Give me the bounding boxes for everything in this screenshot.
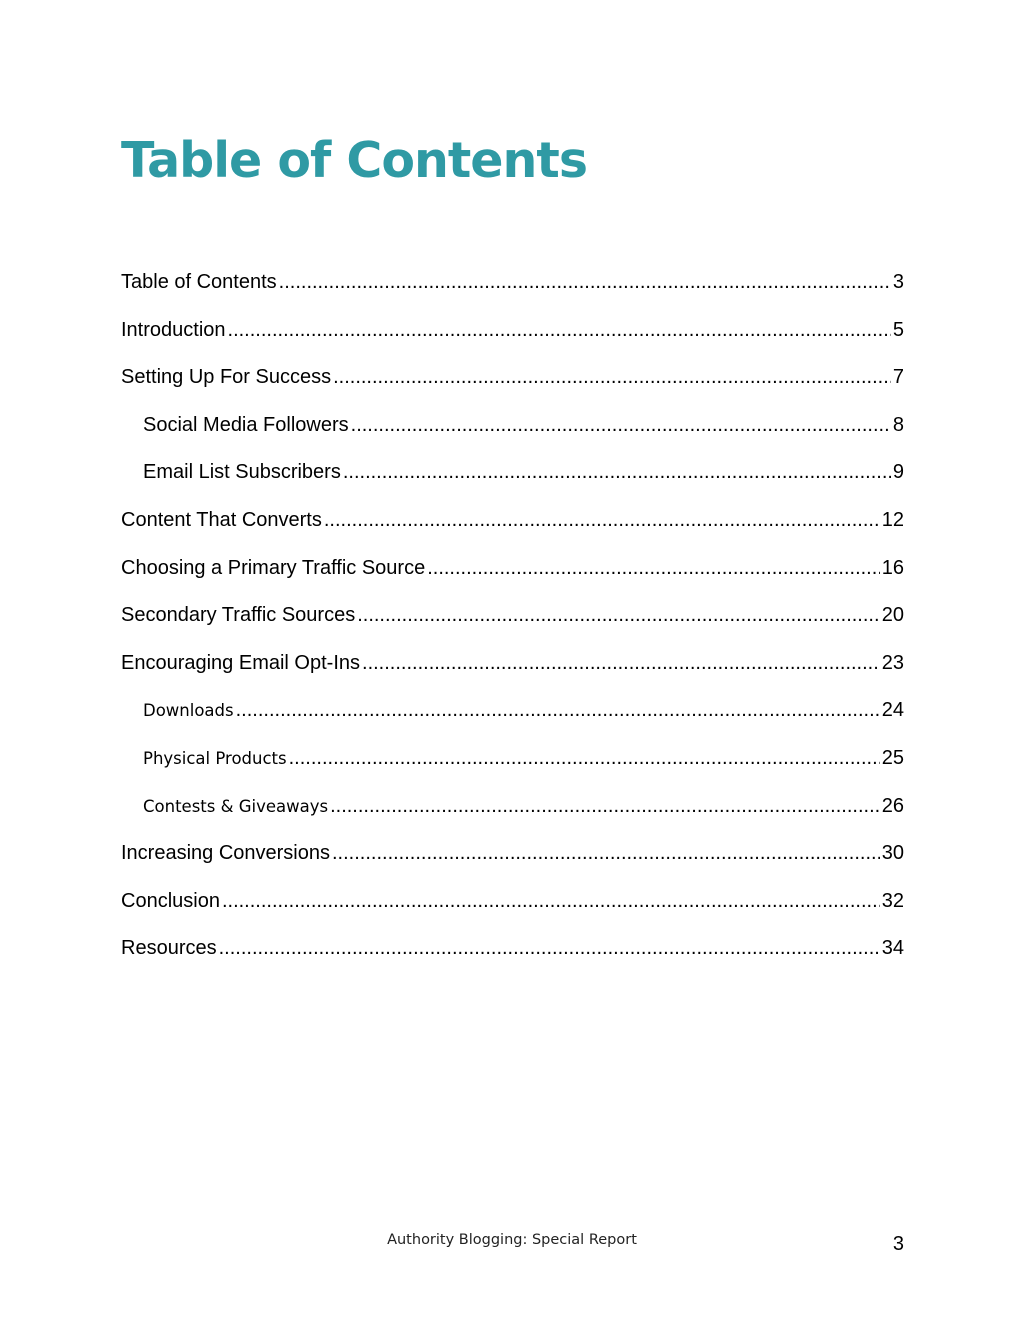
dot-leader — [330, 791, 880, 821]
toc-entry-label: Physical Products — [143, 748, 287, 768]
toc-entry-label: Contests & Giveaways — [143, 796, 329, 816]
dot-leader — [362, 648, 880, 678]
toc-entry-secondary-traffic-sources[interactable] — [121, 600, 904, 648]
dot-leader — [279, 267, 891, 297]
toc-entry-social-media-followers[interactable] — [121, 410, 904, 458]
toc-entry-page: 23 — [881, 651, 904, 674]
toc-entry-page: 12 — [881, 508, 904, 531]
toc-entry-page: 3 — [892, 271, 904, 293]
toc-entry-label: Conclusion — [121, 889, 220, 912]
dot-leader — [324, 505, 880, 535]
toc-entry-label: Secondary Traffic Sources — [121, 604, 356, 627]
dot-leader — [228, 315, 891, 345]
dot-leader — [289, 743, 880, 773]
page-title: Table of Contents — [121, 132, 588, 189]
toc-entry-downloads[interactable] — [121, 695, 904, 743]
toc-entry-page: 34 — [881, 937, 904, 960]
toc-entry-setting-up-for-success[interactable] — [121, 362, 904, 410]
toc-entry-label: Email List Subscribers — [143, 461, 341, 484]
toc-entry-contests-giveaways[interactable] — [121, 791, 904, 839]
toc-entry-label: Increasing Conversions — [121, 842, 330, 865]
dot-leader — [351, 410, 891, 440]
toc-entry-page: 9 — [892, 461, 904, 484]
dot-leader — [332, 838, 880, 868]
toc-entry-conclusion[interactable] — [121, 886, 904, 934]
toc-entry-label: Downloads — [143, 701, 234, 721]
toc-entry-physical-products[interactable] — [121, 743, 904, 791]
toc-entry-label: Encouraging Email Opt-Ins — [121, 651, 361, 674]
dot-leader — [219, 933, 880, 963]
toc-entry-page: 5 — [892, 318, 904, 341]
toc-entry-label: Resources — [121, 937, 217, 960]
dot-leader — [427, 553, 880, 583]
dot-leader — [343, 457, 891, 487]
toc-entry-page: 30 — [881, 842, 904, 865]
toc-entry-page: 26 — [881, 794, 904, 817]
toc-entry-choosing-primary-traffic-source[interactable] — [121, 553, 904, 601]
toc-entry-resources[interactable] — [121, 933, 904, 981]
toc-entry-page: 16 — [881, 556, 904, 579]
toc-entry-label: Social Media Followers — [143, 413, 349, 436]
toc-entry-page: 7 — [892, 366, 904, 389]
toc-entry-page: 8 — [892, 413, 904, 436]
toc-entry-label: Table of Contents — [121, 271, 277, 293]
toc-entry-label: Setting Up For Success — [121, 366, 332, 389]
dot-leader — [333, 362, 891, 392]
toc-entry-increasing-conversions[interactable] — [121, 838, 904, 886]
dot-leader — [222, 886, 880, 916]
toc-entry-page: 25 — [881, 746, 904, 769]
toc-entry-label: Choosing a Primary Traffic Source — [121, 556, 426, 579]
toc-entry-content-that-converts[interactable] — [121, 505, 904, 553]
table-of-contents — [121, 267, 904, 981]
toc-entry-email-list-subscribers[interactable] — [121, 457, 904, 505]
toc-entry-page: 24 — [881, 699, 904, 722]
footer-page-number: 3 — [892, 1233, 904, 1255]
toc-entry-label: Introduction — [121, 318, 226, 341]
toc-entry-table-of-contents[interactable] — [121, 267, 904, 315]
toc-entry-page: 32 — [881, 889, 904, 912]
footer-title: Authority Blogging: Special Report — [387, 1232, 637, 1248]
toc-entry-page: 20 — [881, 604, 904, 627]
toc-entry-encouraging-email-opt-ins[interactable] — [121, 648, 904, 696]
dot-leader — [236, 695, 880, 725]
toc-entry-introduction[interactable] — [121, 315, 904, 363]
toc-entry-label: Content That Converts — [121, 508, 322, 531]
dot-leader — [357, 600, 880, 630]
